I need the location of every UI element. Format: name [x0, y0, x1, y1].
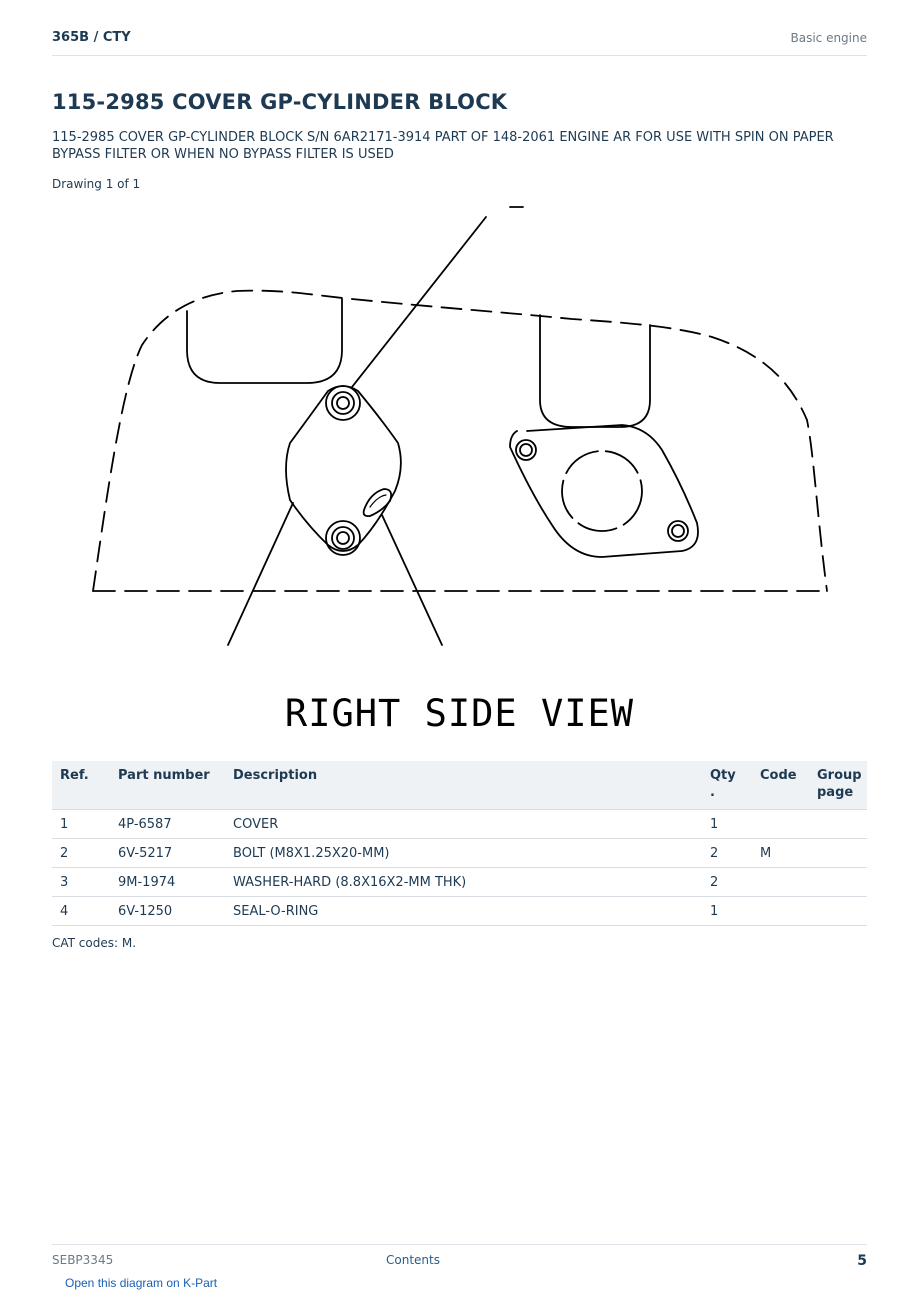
header-qty-line1: Qty	[710, 768, 736, 783]
cell-qty: 2	[702, 868, 752, 897]
cell-part-number: 9M-1974	[110, 868, 225, 897]
cell-part-number: 6V-1250	[110, 897, 225, 926]
cell-qty: 2	[702, 839, 752, 868]
document-id: SEBP3345	[52, 1253, 114, 1267]
breadcrumb: 365B / CTY	[52, 30, 131, 45]
table-row	[52, 810, 867, 839]
filter-base-hole-left	[516, 440, 536, 460]
cell-description: SEAL-O-RING	[225, 897, 702, 926]
cell-part-number: 6V-5217	[110, 839, 225, 868]
parts-diagram	[52, 195, 867, 655]
cell-code	[752, 810, 809, 839]
cell-ref: 3	[52, 868, 110, 897]
right-pocket	[540, 315, 650, 427]
table-row	[52, 868, 867, 897]
filter-base-hole-left-inner	[520, 444, 532, 456]
block-outline	[93, 291, 827, 591]
cell-qty: 1	[702, 897, 752, 926]
cell-description: WASHER-HARD (8.8X16X2-MM THK)	[225, 868, 702, 897]
page-title: 115-2985 COVER GP-CYLINDER BLOCK	[52, 90, 508, 114]
header-group-line1: Group	[817, 768, 862, 783]
drawing-label: Drawing 1 of 1	[52, 177, 141, 191]
page-number: 5	[857, 1253, 867, 1269]
cell-ref: 1	[52, 810, 110, 839]
page-header	[52, 28, 867, 56]
cell-group-page	[809, 897, 867, 926]
cell-code: M	[752, 839, 809, 868]
cell-group-page	[809, 868, 867, 897]
header-description: Description	[225, 761, 702, 810]
header-group-page	[809, 761, 867, 810]
filter-port	[562, 451, 642, 531]
header-code: Code	[752, 761, 809, 810]
leader-line-3	[382, 515, 442, 645]
cell-code	[752, 897, 809, 926]
left-pocket	[187, 299, 342, 383]
view-caption: RIGHT SIDE VIEW	[284, 692, 635, 735]
cell-part-number: 4P-6587	[110, 810, 225, 839]
page-footer	[52, 1244, 867, 1275]
contents-link[interactable]: Contents	[386, 1253, 440, 1267]
cell-group-page	[809, 810, 867, 839]
bolt-bore-bottom	[337, 532, 349, 544]
leader-line-1	[352, 217, 486, 387]
o-ring-seal	[364, 489, 392, 516]
cell-group-page	[809, 839, 867, 868]
filter-base-hole-right	[668, 521, 688, 541]
header-part-number: Part number	[110, 761, 225, 810]
cat-codes-note: CAT codes: M.	[52, 936, 137, 950]
cell-description: BOLT (M8X1.25X20-MM)	[225, 839, 702, 868]
header-group-line2: page	[817, 785, 854, 800]
table-header-row	[52, 761, 867, 810]
parts-table	[52, 761, 867, 926]
washer-top	[332, 392, 354, 414]
cell-ref: 4	[52, 897, 110, 926]
kpart-link[interactable]: Open this diagram on K-Part	[65, 1276, 218, 1290]
leader-line-2	[228, 503, 293, 645]
table-row	[52, 897, 867, 926]
cell-ref: 2	[52, 839, 110, 868]
cell-code	[752, 868, 809, 897]
table-row	[52, 839, 867, 868]
header-qty	[702, 761, 752, 810]
filter-base-hole-right-inner	[672, 525, 684, 537]
washer-bottom	[332, 527, 354, 549]
section-name: Basic engine	[790, 31, 867, 45]
cell-description: COVER	[225, 810, 702, 839]
cell-qty: 1	[702, 810, 752, 839]
header-qty-line2: .	[710, 785, 715, 800]
header-ref: Ref.	[52, 761, 110, 810]
bolt-bore-top	[337, 397, 349, 409]
part-description: 115-2985 COVER GP-CYLINDER BLOCK S/N 6AR2171-3914 PART OF 148-2061 ENGINE AR FOR USE WITH SPIN ON PAPER BYPASS FILTER OR WHEN NO BYPASS FILTER IS USED	[52, 130, 834, 162]
